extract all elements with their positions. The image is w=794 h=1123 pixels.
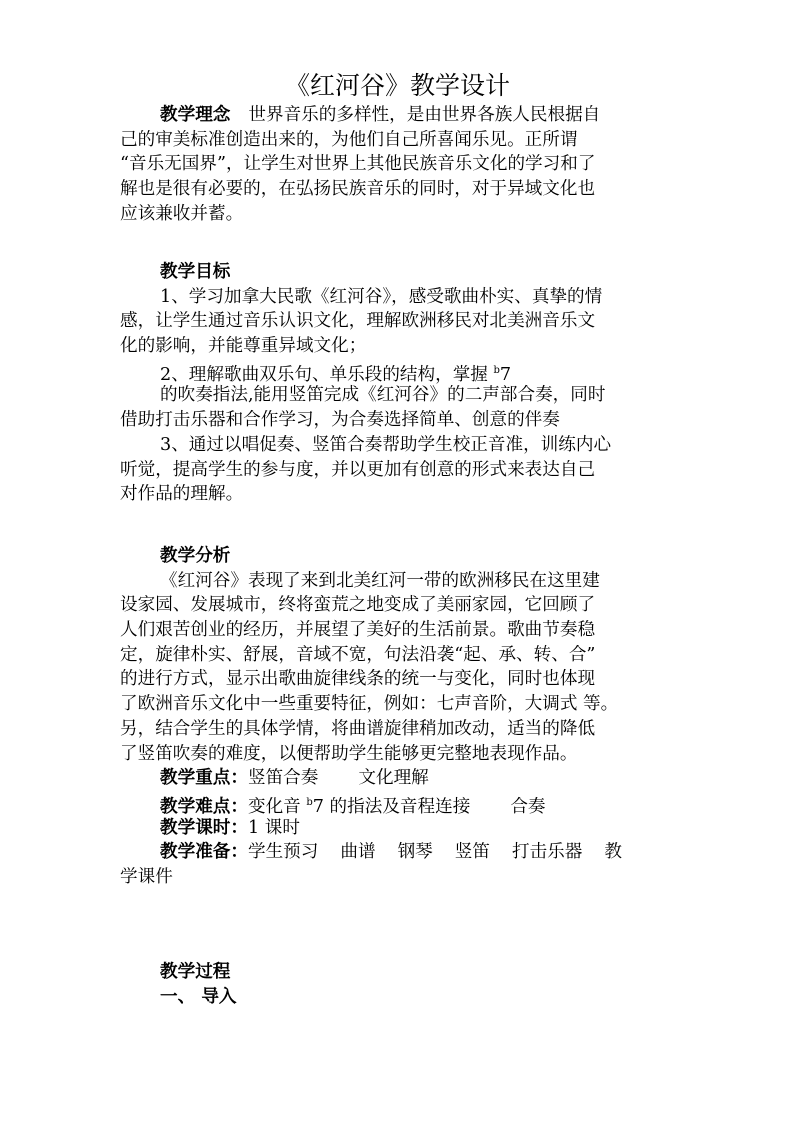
key-points-label: 教学重点： [160, 767, 248, 789]
goals-text: 借助打击乐器和合作学习，为合奏选择简单、创意的伴奏 [120, 410, 560, 431]
analysis-text: 了欧洲音乐文化中一些重要特征，例如：七声音阶，大调式 等。 [120, 694, 619, 715]
hours-label: 教学课时： [160, 816, 248, 838]
philosophy-text: “音乐无国界”，让学生对世界上其他民族音乐文化的学习和了 [120, 154, 596, 175]
difficulty-extra: 合奏 [510, 796, 546, 817]
goals-text: 的吹奏指法,能用竖笛完成《红河谷》的二声部合奏，同时 [160, 385, 606, 406]
analysis-text: 定，旋律朴实、舒展，音域不宽，句法沿袭“起、承、转、合” [120, 644, 596, 665]
goals-text: 感，让学生通过音乐认识文化，理解欧洲移民对北美洲音乐文 [120, 311, 596, 332]
analysis-section [120, 544, 675, 890]
prep-item: 曲谱 [340, 842, 376, 863]
analysis-text: 设家园、发展城市，终将蛮荒之地变成了美丽家园，它回顾了 [120, 595, 596, 616]
goals-heading: 教学目标 [160, 261, 231, 282]
philosophy-section [120, 103, 675, 226]
process-section [120, 960, 675, 1009]
goals-item-2: 2、理解歌曲双乐句、单乐段的结构，掌握 $^b$7 [160, 364, 512, 385]
prep-item: 教 [604, 842, 622, 863]
process-step-1: 一、 导入 [160, 985, 237, 1007]
key-point-item: 文化理解 [358, 768, 429, 789]
key-points-row [120, 766, 675, 791]
page-title: 《红河谷》教学设计 [284, 71, 510, 100]
philosophy-text: 世界音乐的多样性，是由世界各族人民根据自 [248, 105, 601, 125]
difficulty-label: 教学难点： [160, 795, 248, 817]
goals-text: 1、学习加拿大民歌《红河谷》，感受歌曲朴实、真挚的情 [160, 286, 603, 307]
process-heading: 教学过程 [160, 961, 231, 982]
prep-item: 钢琴 [397, 842, 433, 863]
difficulty-row: 教学难点：变化音 $^b$7 的指法及音程连接 合奏 [160, 795, 546, 817]
key-point-item: 竖笛合奏 [247, 768, 319, 789]
goals-text: 3、通过以唱促奏、竖笛合奏帮助学生校正音准，训练内心 [160, 434, 612, 455]
goals-section [120, 260, 675, 507]
prep-row [120, 840, 675, 865]
prep-item: 学生预习 [247, 842, 319, 863]
analysis-text: 的进行方式，显示出歌曲旋律线条的统一与变化，同时也体现 [120, 669, 596, 690]
analysis-text: 另，结合学生的具体学情，将曲谱旋律稍加改动，适当的降低 [120, 718, 596, 739]
prep-wrap: 学课件 [120, 866, 173, 887]
analysis-text: 了竖笛吹奏的难度，以便帮助学生能够更完整地表现作品。 [120, 743, 578, 764]
prep-label: 教学准备： [160, 841, 248, 863]
philosophy-text: 应该兼收并蓄。 [120, 203, 244, 224]
goals-text: 化的影响，并能尊重异域文化； [120, 336, 367, 357]
philosophy-heading: 教学理念 [160, 104, 231, 125]
analysis-heading: 教学分析 [160, 545, 231, 566]
hours-row [120, 816, 675, 841]
philosophy-text: 己的审美标准创造出来的，为他们自己所喜闻乐见。正所谓 [120, 129, 578, 150]
analysis-text: 人们艰苦创业的经历，并展望了美好的生活前景。歌曲节奏稳 [120, 620, 596, 641]
prep-item: 竖笛 [454, 842, 490, 863]
goals-text: 听觉，提高学生的参与度，并以更加有创意的形式来表达自己 [120, 459, 596, 480]
prep-item: 打击乐器 [511, 842, 583, 863]
hours-value: 1 课时 [247, 817, 300, 838]
philosophy-text: 解也是很有必要的，在弘扬民族音乐的同时，对于异域文化也 [120, 179, 596, 200]
analysis-text: 《红河谷》表现了来到北美红河一带的欧洲移民在这里建 [160, 570, 600, 591]
goals-text: 对作品的理解。 [120, 484, 244, 505]
